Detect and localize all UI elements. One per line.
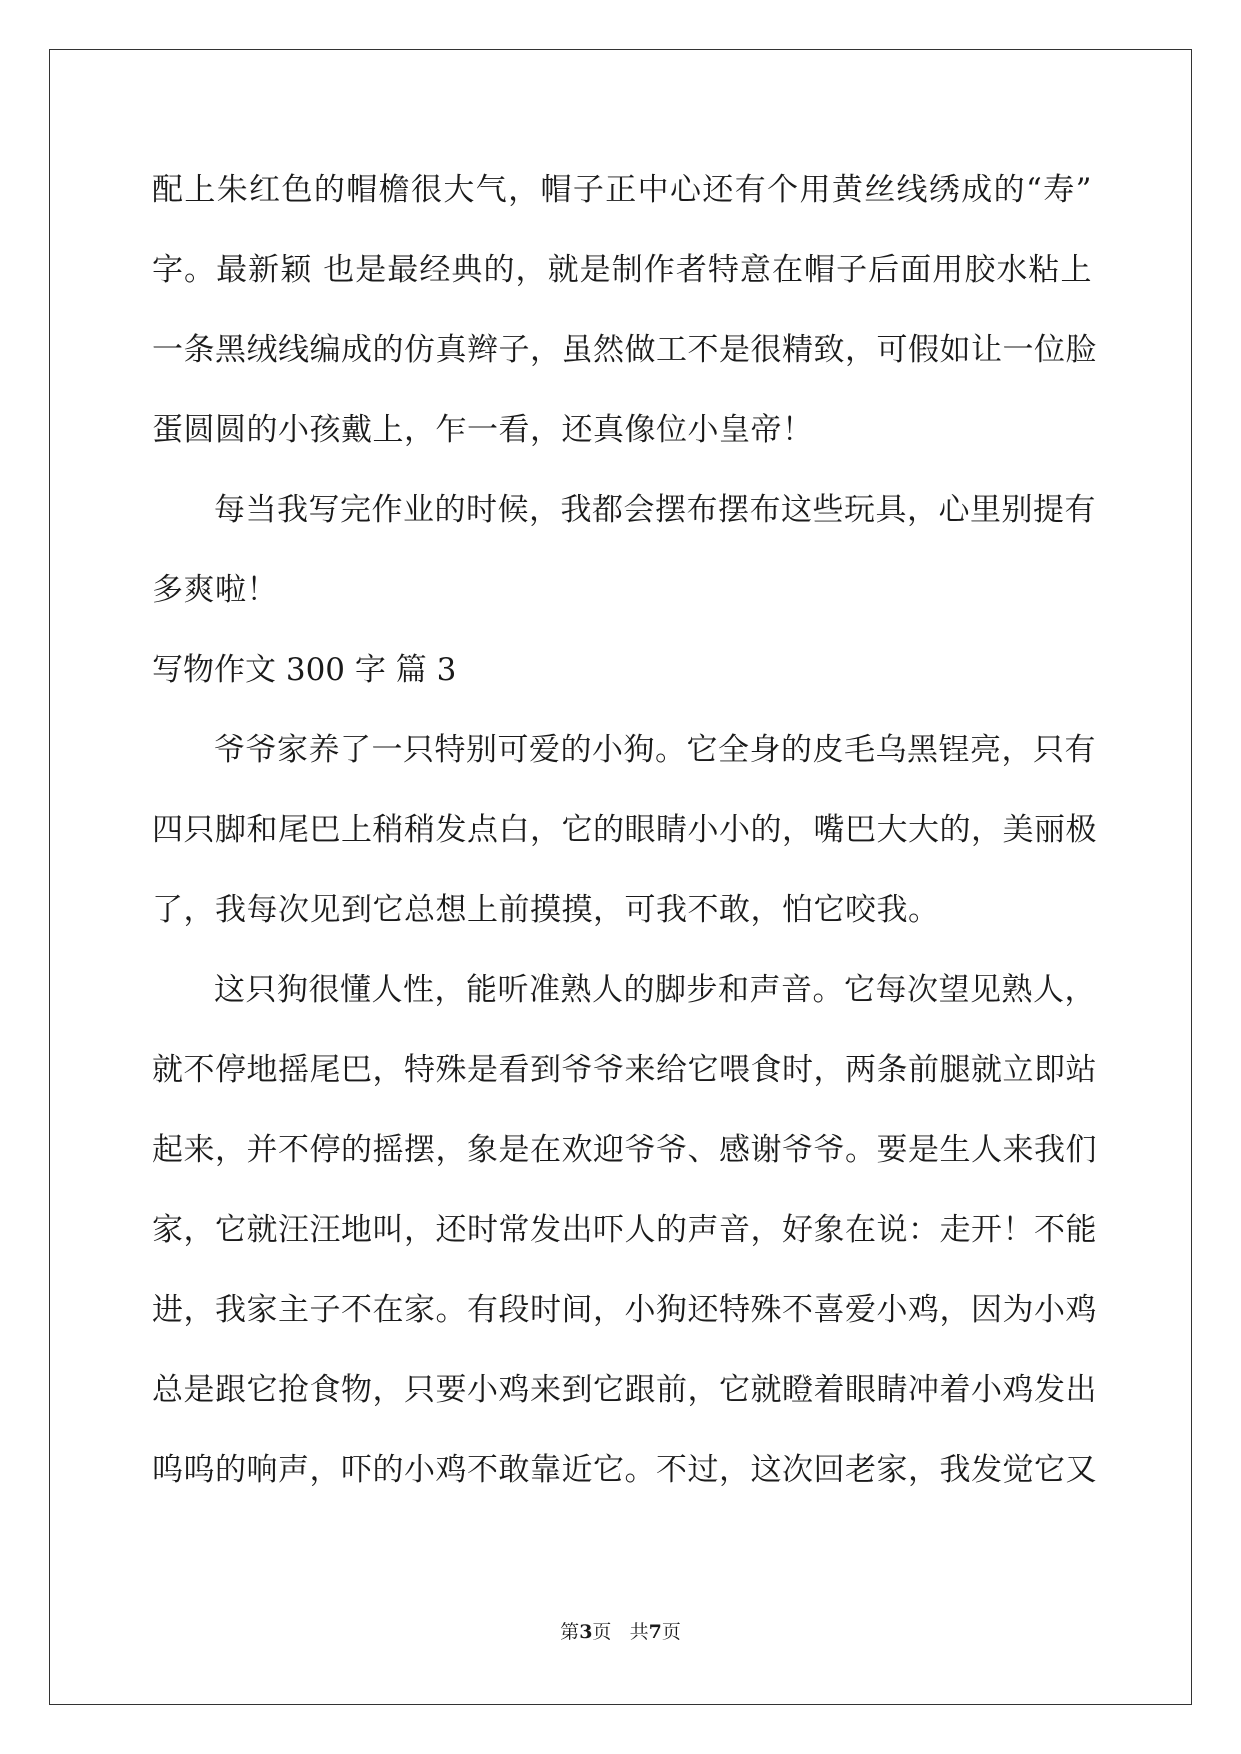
text-line: 总是跟它抢食物，只要小鸡来到它跟前，它就瞪着眼睛冲着小鸡发出 xyxy=(152,1372,1097,1408)
paragraph-start-line: 每当我写完作业的时候，我都会摆布摆布这些玩具，心里别提有 xyxy=(214,492,1096,528)
text-line: 就不停地摇尾巴，特殊是看到爷爷来给它喂食时，两条前腿就立即站 xyxy=(152,1052,1097,1088)
current-page-number: 3 xyxy=(579,1621,593,1643)
total-unit: 页 xyxy=(661,1621,681,1643)
text-line: 呜呜的响声，吓的小鸡不敢靠近它。不过，这次回老家，我发觉它又 xyxy=(152,1452,1097,1488)
text-line: 四只脚和尾巴上稍稍发点白，它的眼睛小小的，嘴巴大大的，美丽极 xyxy=(152,812,1097,848)
text-line: 一条黑绒线编成的仿真辫子，虽然做工不是很精致，可假如让一位脸 xyxy=(152,332,1097,368)
page-unit: 页 xyxy=(592,1621,612,1643)
paragraph-start-line: 爷爷家养了一只特别可爱的小狗。它全身的皮毛乌黑锃亮，只有 xyxy=(214,732,1096,768)
total-prefix: 共 xyxy=(629,1621,649,1643)
page-prefix: 第 xyxy=(560,1621,580,1643)
text-line: 字。最新颖 也是最经典的，就是制作者特意在帽子后面用胶水粘上 xyxy=(152,252,1092,288)
text-line: 蛋圆圆的小孩戴上，乍一看，还真像位小皇帝！ xyxy=(152,412,814,448)
text-line: 配上朱红色的帽檐很大气，帽子正中心还有个用黄丝线绣成的“寿” xyxy=(152,172,1092,208)
text-line: 家，它就汪汪地叫，还时常发出吓人的声音，好象在说：走开！不能 xyxy=(152,1212,1097,1248)
text-line: 进，我家主子不在家。有段时间，小狗还特殊不喜爱小鸡，因为小鸡 xyxy=(152,1292,1097,1328)
page-footer xyxy=(0,1620,1241,1644)
total-page-number: 7 xyxy=(648,1621,662,1643)
text-line: 多爽啦！ xyxy=(152,572,278,608)
text-line: 了，我每次见到它总想上前摸摸，可我不敢，怕它咬我。 xyxy=(152,892,940,928)
text-line: 起来，并不停的摇摆，象是在欢迎爷爷、感谢爷爷。要是生人来我们 xyxy=(152,1132,1097,1168)
section-heading: 写物作文 300 字 篇 3 xyxy=(152,652,457,688)
paragraph-start-line: 这只狗很懂人性，能听准熟人的脚步和声音。它每次望见熟人， xyxy=(214,972,1096,1008)
